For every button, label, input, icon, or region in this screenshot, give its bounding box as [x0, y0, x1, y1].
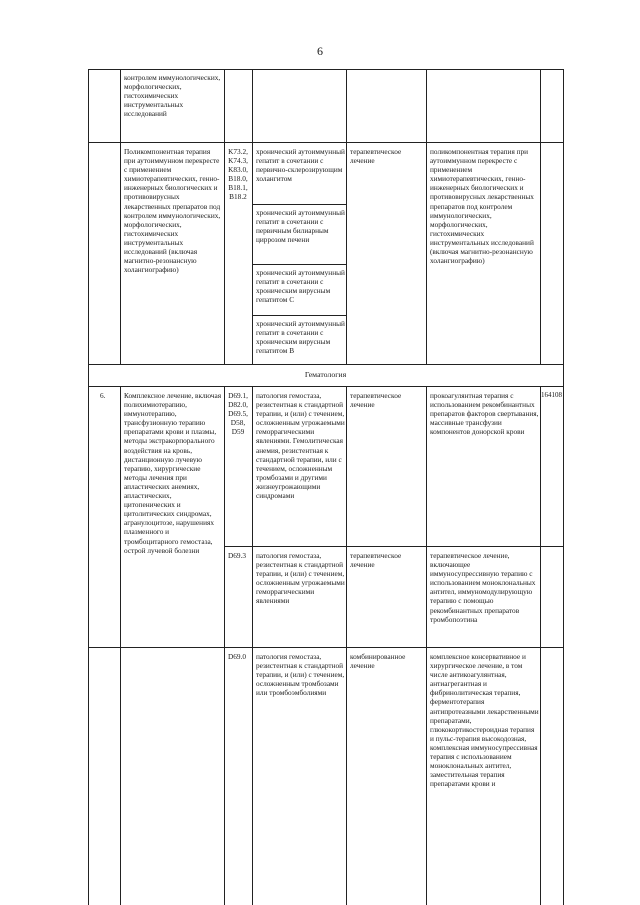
table-cell-model: хронический аутоиммунный гепатит в сочетании с хроническим вирусным гепатитом C — [256, 268, 345, 305]
table-cell-method-desc: терапевтическое лечение, включающее иммуносупрессивную терапию с использованием моноклональных антител, иммуномодулирующую терапию с помощью рекомбинантных препаратов тромбопоэтина — [430, 551, 536, 624]
table-cell-model: патология гемостаза, резистентная к стандартной терапии, и (или) с течением, осложненным тромбозами или тромбоэмболиями — [256, 652, 345, 698]
table-cell-method-desc: комплексное консервативное и хирургическое лечение, в том числе антикоагулянтная, антиагрегантная и фибринолитическая терапия, ферментотерапия антипротеазными лекарственными препаратами, глюкокортикостероидная терапия и пульс-терапия высокодозная, комплексная иммуносупрессивная терапия с использованием моноклональных антител, заместительная терапия препаратами крови и — [430, 652, 539, 789]
table-cell-codes: D69.3 — [228, 551, 247, 560]
table-cell-method-desc: прокоагулянтная терапия с использованием рекомбинантных препаратов факторов свертывания, массивные трансфузии компонентов донорской крови — [430, 391, 539, 437]
table-cell-method-desc: поликомпонентная терапия при аутоиммунном перекресте с применением химиотерапевтических, генно-инженерных биологических и противовирусных лекарственных препаратов под контролем иммунологических, морфологических, гистохимических инструментальных исследований (включая магнитно-резонансную холангиографию) — [430, 147, 534, 266]
table-cell-treatment-type: терапевтическое лечение — [350, 551, 402, 570]
table-cell-model: хронический аутоиммунный гепатит в сочетании с первично-склерозирующим холангитом — [256, 147, 345, 184]
table-cell-treatment-type: терапевтическое лечение — [350, 391, 402, 410]
table-cell-method: Комплексное лечение, включая полихимиотерапию, иммунотерапию, трансфузионную терапию препаратами крови и плазмы, методы экстракорпорального воздействия на кровь, дистанционную лучевую терапию, хирургические методы лечения при апластических анемиях, апластических, цитопенических и цитолитических синдромах, агранулоцитозе, нарушениях плазменного и тромбоцитарного гемостаза, острой лучевой болезни — [124, 391, 222, 555]
table-cell-number: 6. — [100, 391, 106, 400]
table-cell-method: контролем иммунологических, морфологических, гистохимических инструментальных исследований — [124, 73, 221, 119]
table-cell-treatment-type: комбинированное лечение — [350, 652, 406, 671]
table-cell-model: патология гемостаза, резистентная к стандартной терапии, и (или) с течением, осложненным угрожаемыми геморрагическими явлениями. Гемолитическая анемия, резистентная к стандартной терапии, или с течением, осложненным тромбозами и другими жизнеугрожающими синдромами — [256, 391, 345, 501]
table-cell-model: патология гемостаза, резистентная к стандартной терапии, и (или) с течением, осложненным угрожаемыми геморрагическими явлениями — [256, 551, 345, 606]
table-cell-model: хронический аутоиммунный гепатит в сочетании с первичным билиарным циррозом печени — [256, 208, 345, 245]
table-cell-codes: D69.1, D82.0, D69.5, D58, D59 — [228, 391, 248, 437]
table-cell-treatment-type: терапевтическое лечение — [350, 147, 402, 166]
page-number: 6 — [317, 44, 323, 58]
table-cell-codes: D69.0 — [228, 652, 247, 661]
table-cell-codes: K73.2, K74.3, K83.0, B18.0, B18.1, B18.2 — [228, 147, 248, 202]
section-heading: Гематология — [304, 370, 347, 379]
table-cell-cost: 164108 — [541, 391, 562, 399]
table-cell-method: Поликомпонентная терапия при аутоиммунном перекресте с применением химиотерапевтических, генно-инженерных биологических и противовирусных лекарственных препаратов под контролем иммунологических, морфологических, гистохимических инструментальных исследований (включая магнитно-резонансную холангиографию) — [124, 147, 221, 275]
table-cell-model: хронический аутоиммунный гепатит в сочетании с хроническим вирусным гепатитом B — [256, 319, 345, 356]
